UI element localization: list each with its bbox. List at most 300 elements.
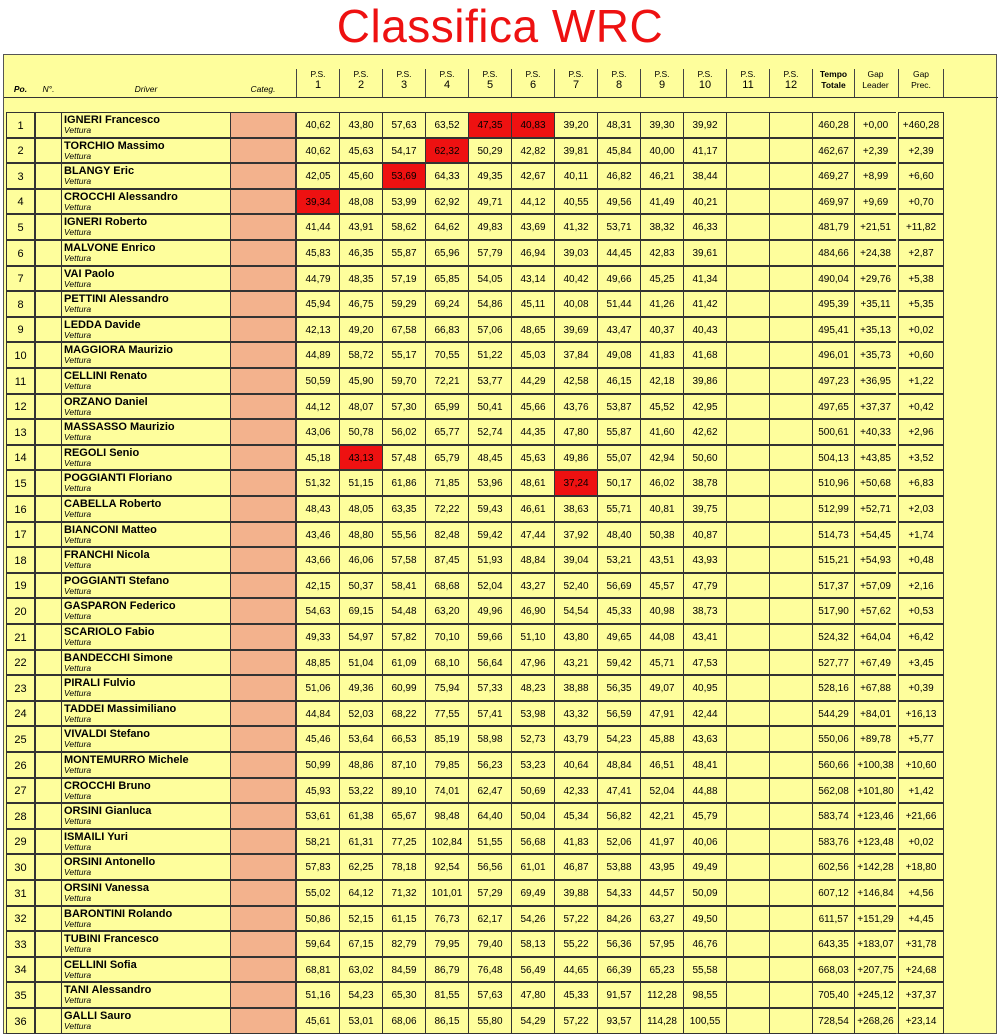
- row-position: 18: [6, 547, 35, 573]
- row-driver: [62, 906, 230, 931]
- stage-time-8: 59,42: [597, 650, 640, 675]
- stage-time-10: 43,63: [683, 726, 726, 752]
- total-time: 481,79: [812, 214, 854, 240]
- driver-name: ORSINI Gianluca: [64, 805, 152, 817]
- gap-leader: +123,46: [854, 803, 896, 829]
- stage-time-3: 53,69: [382, 163, 425, 189]
- stage-time-6: 48,61: [511, 470, 554, 496]
- driver-car: Vettura: [64, 381, 92, 391]
- row-number: [35, 470, 62, 496]
- row-driver: [62, 752, 230, 778]
- stage-time-10: 55,58: [683, 957, 726, 982]
- row-position: 16: [6, 496, 35, 522]
- stage-time-9: 40,81: [640, 496, 683, 522]
- driver-name: CELLINI Renato: [64, 370, 148, 382]
- header-stage-10: [683, 69, 726, 97]
- stage-time-8: 49,56: [597, 189, 640, 214]
- stage-time-10: 38,73: [683, 598, 726, 624]
- row-number: [35, 752, 62, 778]
- stage-time-9: 50,38: [640, 522, 683, 547]
- gap-prec: +0,60: [898, 342, 944, 368]
- row-category: [230, 342, 296, 368]
- stage-time-2: 46,06: [339, 547, 382, 573]
- gap-leader: +101,80: [854, 778, 896, 803]
- stage-time-4: 82,48: [425, 522, 468, 547]
- stage-time-3: 87,10: [382, 752, 425, 778]
- stage-time-2: 45,60: [339, 163, 382, 189]
- stage-time-2: 53,22: [339, 778, 382, 803]
- stage-time-12: [769, 726, 812, 752]
- gap-leader: +89,78: [854, 726, 896, 752]
- stage-time-5: 59,66: [468, 624, 511, 650]
- header-stage-label: P.S.: [353, 69, 369, 79]
- row-position: 23: [6, 675, 35, 701]
- row-number: [35, 726, 62, 752]
- stage-time-7: 41,83: [554, 829, 597, 854]
- stage-time-3: 61,15: [382, 906, 425, 931]
- stage-time-5: 49,83: [468, 214, 511, 240]
- row-position: 3: [6, 163, 35, 189]
- stage-time-2: 58,72: [339, 342, 382, 368]
- stage-time-10: 41,17: [683, 138, 726, 163]
- header-gap-prec-line: Prec.: [911, 80, 931, 90]
- stage-time-10: 49,49: [683, 854, 726, 880]
- driver-name: TADDEI Massimiliano: [64, 703, 177, 715]
- gap-prec: +31,78: [898, 931, 944, 957]
- stage-time-12: [769, 342, 812, 368]
- driver-car: Vettura: [64, 816, 92, 826]
- row-category: [230, 1008, 296, 1034]
- row-number: [35, 854, 62, 880]
- header-stage-label: P.S.: [525, 69, 541, 79]
- stage-time-6: 61,01: [511, 854, 554, 880]
- driver-name: ORZANO Daniel: [64, 396, 148, 408]
- stage-time-2: 46,35: [339, 240, 382, 266]
- stage-time-4: 68,68: [425, 573, 468, 598]
- stage-time-8: 46,82: [597, 163, 640, 189]
- driver-name: BANDECCHI Simone: [64, 652, 173, 664]
- total-time: 668,03: [812, 957, 854, 982]
- stage-time-7: 40,42: [554, 266, 597, 291]
- stage-time-8: 49,66: [597, 266, 640, 291]
- stage-time-5: 57,63: [468, 982, 511, 1008]
- driver-name: PETTINI Alessandro: [64, 293, 169, 305]
- stage-time-10: 50,60: [683, 445, 726, 470]
- stage-time-3: 55,56: [382, 522, 425, 547]
- stage-time-9: 46,02: [640, 470, 683, 496]
- stage-time-11: [726, 189, 769, 214]
- total-time: 469,27: [812, 163, 854, 189]
- stage-time-1: 53,61: [296, 803, 339, 829]
- stage-time-2: 52,03: [339, 701, 382, 726]
- header-stage-number: 7: [572, 79, 580, 91]
- stage-time-7: 54,54: [554, 598, 597, 624]
- stage-time-1: 44,89: [296, 342, 339, 368]
- header-stage-number: 6: [529, 79, 537, 91]
- total-time: 527,77: [812, 650, 854, 675]
- stage-time-5: 64,40: [468, 803, 511, 829]
- row-category: [230, 778, 296, 803]
- driver-car: Vettura: [64, 970, 92, 980]
- total-time: 643,35: [812, 931, 854, 957]
- stage-time-2: 48,05: [339, 496, 382, 522]
- stage-time-3: 78,18: [382, 854, 425, 880]
- row-number: [35, 573, 62, 598]
- row-category: [230, 650, 296, 675]
- stage-time-6: 42,67: [511, 163, 554, 189]
- row-position: 6: [6, 240, 35, 266]
- gap-prec: +1,22: [898, 368, 944, 394]
- stage-time-1: 40,62: [296, 112, 339, 138]
- row-position: 11: [6, 368, 35, 394]
- driver-car: Vettura: [64, 279, 92, 289]
- gap-prec: +2,03: [898, 496, 944, 522]
- row-position: 2: [6, 138, 35, 163]
- gap-prec: +0,39: [898, 675, 944, 701]
- stage-time-1: 45,46: [296, 726, 339, 752]
- stage-time-3: 63,35: [382, 496, 425, 522]
- stage-time-12: [769, 470, 812, 496]
- gap-leader: +50,68: [854, 470, 896, 496]
- driver-name: PIRALI Fulvio: [64, 677, 136, 689]
- stage-time-11: [726, 522, 769, 547]
- stage-time-9: 52,04: [640, 778, 683, 803]
- stage-time-7: 40,08: [554, 291, 597, 317]
- row-driver: [62, 112, 230, 138]
- header-total-line: Tempo: [819, 69, 848, 79]
- stage-time-12: [769, 240, 812, 266]
- stage-time-5: 56,56: [468, 854, 511, 880]
- stage-time-3: 56,02: [382, 419, 425, 445]
- stage-time-11: [726, 829, 769, 854]
- stage-time-9: 47,91: [640, 701, 683, 726]
- stage-time-11: [726, 470, 769, 496]
- gap-leader: +268,26: [854, 1008, 896, 1034]
- row-category: [230, 445, 296, 470]
- stage-time-2: 61,38: [339, 803, 382, 829]
- stage-time-3: 59,29: [382, 291, 425, 317]
- stage-time-10: 39,61: [683, 240, 726, 266]
- stage-time-6: 44,29: [511, 368, 554, 394]
- gap-leader: +67,88: [854, 675, 896, 701]
- stage-time-5: 56,64: [468, 650, 511, 675]
- row-number: [35, 701, 62, 726]
- total-time: 495,41: [812, 317, 854, 342]
- stage-time-5: 52,04: [468, 573, 511, 598]
- stage-time-9: 112,28: [640, 982, 683, 1008]
- driver-car: Vettura: [64, 944, 92, 954]
- stage-time-12: [769, 803, 812, 829]
- total-time: 705,40: [812, 982, 854, 1008]
- row-category: [230, 112, 296, 138]
- stage-time-2: 62,25: [339, 854, 382, 880]
- row-number: [35, 624, 62, 650]
- stage-time-10: 40,87: [683, 522, 726, 547]
- gap-prec: +18,80: [898, 854, 944, 880]
- stage-time-6: 58,13: [511, 931, 554, 957]
- stage-time-10: 42,95: [683, 394, 726, 419]
- row-category: [230, 368, 296, 394]
- stage-time-4: 65,85: [425, 266, 468, 291]
- driver-name: GASPARON Federico: [64, 600, 176, 612]
- stage-time-8: 43,47: [597, 317, 640, 342]
- stage-time-2: 46,75: [339, 291, 382, 317]
- row-number: [35, 368, 62, 394]
- stage-time-1: 42,13: [296, 317, 339, 342]
- stage-time-10: 45,79: [683, 803, 726, 829]
- driver-car: Vettura: [64, 202, 92, 212]
- row-position: 20: [6, 598, 35, 624]
- stage-time-10: 39,75: [683, 496, 726, 522]
- row-driver: [62, 266, 230, 291]
- stage-time-4: 79,85: [425, 752, 468, 778]
- total-time: 517,37: [812, 573, 854, 598]
- stage-time-6: 69,49: [511, 880, 554, 906]
- stage-time-12: [769, 906, 812, 931]
- row-driver: [62, 650, 230, 675]
- header-stage-number: 4: [443, 79, 451, 91]
- gap-prec: +24,68: [898, 957, 944, 982]
- stage-time-1: 68,81: [296, 957, 339, 982]
- gap-prec: +4,45: [898, 906, 944, 931]
- total-time: 490,04: [812, 266, 854, 291]
- stage-time-6: 56,68: [511, 829, 554, 854]
- stage-time-6: 45,03: [511, 342, 554, 368]
- gap-leader: +0,00: [854, 112, 896, 138]
- gap-prec: +2,39: [898, 138, 944, 163]
- stage-time-8: 56,69: [597, 573, 640, 598]
- gap-prec: +23,14: [898, 1008, 944, 1034]
- row-number: [35, 522, 62, 547]
- stage-time-9: 43,95: [640, 854, 683, 880]
- header-stage-label: P.S.: [568, 69, 584, 79]
- stage-time-6: 48,84: [511, 547, 554, 573]
- stage-time-6: 46,94: [511, 240, 554, 266]
- stage-time-9: 45,88: [640, 726, 683, 752]
- stage-time-7: 47,80: [554, 419, 597, 445]
- driver-car: Vettura: [64, 919, 92, 929]
- gap-prec: +2,16: [898, 573, 944, 598]
- stage-time-8: 48,40: [597, 522, 640, 547]
- gap-leader: +67,49: [854, 650, 896, 675]
- gap-leader: +84,01: [854, 701, 896, 726]
- row-position: 25: [6, 726, 35, 752]
- stage-time-10: 41,42: [683, 291, 726, 317]
- stage-time-4: 63,20: [425, 598, 468, 624]
- total-time: 728,54: [812, 1008, 854, 1034]
- stage-time-11: [726, 931, 769, 957]
- stage-time-4: 70,10: [425, 624, 468, 650]
- stage-time-2: 54,97: [339, 624, 382, 650]
- stage-time-4: 87,45: [425, 547, 468, 573]
- stage-time-8: 66,39: [597, 957, 640, 982]
- stage-time-5: 62,17: [468, 906, 511, 931]
- gap-prec: +10,60: [898, 752, 944, 778]
- driver-name: LEDDA Davide: [64, 319, 141, 331]
- stage-time-2: 61,31: [339, 829, 382, 854]
- stage-time-1: 48,85: [296, 650, 339, 675]
- stage-time-8: 52,06: [597, 829, 640, 854]
- stage-time-6: 54,26: [511, 906, 554, 931]
- stage-time-6: 45,11: [511, 291, 554, 317]
- header-stage-7: [554, 69, 597, 97]
- row-driver: [62, 470, 230, 496]
- stage-time-12: [769, 829, 812, 854]
- stage-time-3: 55,87: [382, 240, 425, 266]
- row-number: [35, 829, 62, 854]
- gap-leader: +123,48: [854, 829, 896, 854]
- gap-leader: +29,76: [854, 266, 896, 291]
- stage-time-12: [769, 112, 812, 138]
- gap-prec: +0,42: [898, 394, 944, 419]
- total-time: 583,76: [812, 829, 854, 854]
- row-driver: [62, 701, 230, 726]
- gap-leader: +54,93: [854, 547, 896, 573]
- stage-time-5: 57,29: [468, 880, 511, 906]
- stage-time-9: 40,37: [640, 317, 683, 342]
- driver-name: BIANCONI Matteo: [64, 524, 157, 536]
- stage-time-4: 66,83: [425, 317, 468, 342]
- row-number: [35, 291, 62, 317]
- stage-time-10: 43,93: [683, 547, 726, 573]
- header-stage-number: 12: [784, 79, 798, 91]
- stage-time-10: 50,09: [683, 880, 726, 906]
- stage-time-5: 53,77: [468, 368, 511, 394]
- stage-time-9: 42,18: [640, 368, 683, 394]
- stage-time-1: 44,79: [296, 266, 339, 291]
- stage-time-5: 52,74: [468, 419, 511, 445]
- driver-car: Vettura: [64, 330, 92, 340]
- total-time: 512,99: [812, 496, 854, 522]
- row-category: [230, 598, 296, 624]
- stage-time-3: 59,70: [382, 368, 425, 394]
- gap-leader: +9,69: [854, 189, 896, 214]
- row-number: [35, 342, 62, 368]
- gap-leader: +245,12: [854, 982, 896, 1008]
- stage-time-12: [769, 138, 812, 163]
- stage-time-7: 57,22: [554, 906, 597, 931]
- stage-time-1: 45,83: [296, 240, 339, 266]
- stage-time-7: 43,76: [554, 394, 597, 419]
- row-number: [35, 112, 62, 138]
- stage-time-10: 46,33: [683, 214, 726, 240]
- driver-car: Vettura: [64, 227, 92, 237]
- stage-time-2: 48,35: [339, 266, 382, 291]
- driver-name: MONTEMURRO Michele: [64, 754, 189, 766]
- driver-car: Vettura: [64, 714, 92, 724]
- stage-time-7: 37,92: [554, 522, 597, 547]
- stage-time-8: 49,65: [597, 624, 640, 650]
- stage-time-11: [726, 854, 769, 880]
- stage-time-7: 40,11: [554, 163, 597, 189]
- row-position: 30: [6, 854, 35, 880]
- row-position: 27: [6, 778, 35, 803]
- stage-time-1: 57,83: [296, 854, 339, 880]
- gap-prec: +2,87: [898, 240, 944, 266]
- stage-time-7: 46,87: [554, 854, 597, 880]
- stage-time-12: [769, 931, 812, 957]
- stage-time-12: [769, 957, 812, 982]
- stage-time-3: 57,48: [382, 445, 425, 470]
- stage-time-9: 44,57: [640, 880, 683, 906]
- stage-time-2: 51,15: [339, 470, 382, 496]
- row-driver: [62, 726, 230, 752]
- stage-time-6: 44,35: [511, 419, 554, 445]
- stage-time-11: [726, 573, 769, 598]
- gap-prec: +6,42: [898, 624, 944, 650]
- gap-prec: +5,77: [898, 726, 944, 752]
- stage-time-3: 53,99: [382, 189, 425, 214]
- stage-time-4: 62,32: [425, 138, 468, 163]
- header-stage-12: [769, 69, 812, 97]
- stage-time-4: 65,79: [425, 445, 468, 470]
- driver-car: Vettura: [64, 509, 92, 519]
- stage-time-10: 40,43: [683, 317, 726, 342]
- stage-time-4: 92,54: [425, 854, 468, 880]
- header-stage-number: 10: [698, 79, 712, 91]
- stage-time-4: 72,22: [425, 496, 468, 522]
- header-driver: Driver: [134, 84, 158, 94]
- row-number: [35, 189, 62, 214]
- header-stage-11: [726, 69, 769, 97]
- stage-time-2: 48,08: [339, 189, 382, 214]
- stage-time-4: 64,33: [425, 163, 468, 189]
- stage-time-9: 39,30: [640, 112, 683, 138]
- stage-time-10: 42,62: [683, 419, 726, 445]
- row-position: 13: [6, 419, 35, 445]
- stage-time-11: [726, 394, 769, 419]
- stage-time-10: 38,44: [683, 163, 726, 189]
- driver-name: POGGIANTI Stefano: [64, 575, 170, 587]
- stage-time-11: [726, 957, 769, 982]
- row-driver: [62, 496, 230, 522]
- row-driver: [62, 1008, 230, 1034]
- stage-time-7: 39,81: [554, 138, 597, 163]
- row-number: [35, 214, 62, 240]
- stage-time-1: 45,93: [296, 778, 339, 803]
- stage-time-2: 49,20: [339, 317, 382, 342]
- header-stage-label: P.S.: [740, 69, 756, 79]
- stage-time-4: 101,01: [425, 880, 468, 906]
- stage-time-9: 45,71: [640, 650, 683, 675]
- header-stage-label: P.S.: [310, 69, 326, 79]
- stage-time-1: 41,44: [296, 214, 339, 240]
- header-stage-4: [425, 69, 468, 97]
- row-driver: [62, 368, 230, 394]
- driver-car: Vettura: [64, 893, 92, 903]
- row-number: [35, 445, 62, 470]
- stage-time-12: [769, 624, 812, 650]
- stage-time-2: 69,15: [339, 598, 382, 624]
- stage-time-1: 54,63: [296, 598, 339, 624]
- stage-time-9: 38,32: [640, 214, 683, 240]
- stage-time-7: 38,63: [554, 496, 597, 522]
- stage-time-2: 53,64: [339, 726, 382, 752]
- gap-prec: +37,37: [898, 982, 944, 1008]
- gap-leader: +57,62: [854, 598, 896, 624]
- stage-time-3: 66,53: [382, 726, 425, 752]
- stage-time-9: 49,07: [640, 675, 683, 701]
- header-stage-3: [382, 69, 425, 97]
- stage-time-2: 43,80: [339, 112, 382, 138]
- stage-time-1: 59,64: [296, 931, 339, 957]
- stage-time-6: 43,27: [511, 573, 554, 598]
- stage-time-7: 39,69: [554, 317, 597, 342]
- stage-time-6: 51,10: [511, 624, 554, 650]
- stage-time-8: 53,21: [597, 547, 640, 573]
- stage-time-9: 41,60: [640, 419, 683, 445]
- stage-time-3: 82,79: [382, 931, 425, 957]
